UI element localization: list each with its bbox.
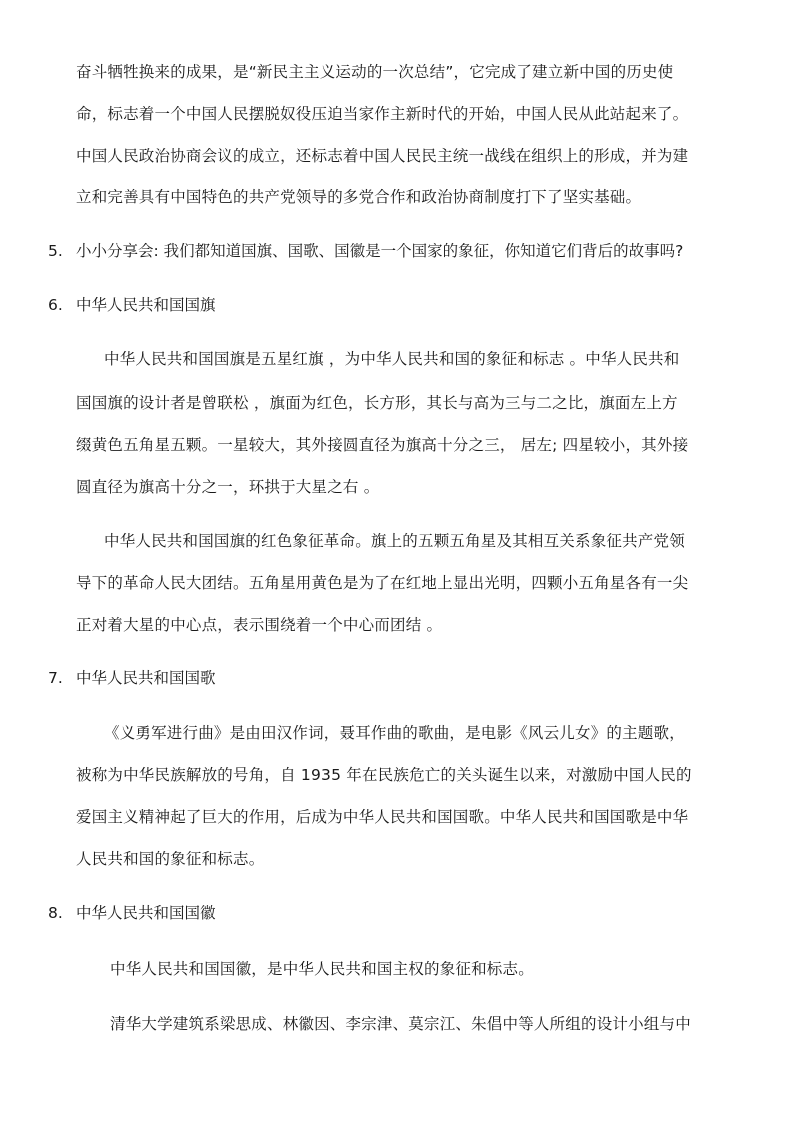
text-line: 被称为中华民族解放的号角，自 1935 年在民族危亡的关头诞生以来，对激励中国人民的: [76, 766, 692, 784]
text-line: 圆直径为旗高十分之一，环拱于大星之右 。: [76, 478, 380, 496]
list-number: 5.: [48, 242, 63, 260]
text-line: 《义勇军进行曲》是由田汉作词，聂耳作曲的歌曲，是电影《风云儿女》的主题歌，: [104, 724, 685, 742]
text-line: 正对着大星的中心点，表示围绕着一个中心而团结 。: [76, 616, 443, 634]
text-line: 中华人民共和国国旗是五星红旗 ，为中华人民共和国的象征和标志 。中华人民共和: [104, 350, 680, 368]
text-line: 立和完善具有中国特色的共产党领导的多党合作和政治协商制度打下了坚实基础。: [76, 188, 642, 206]
text-line: 国国旗的设计者是曾联松 ，旗面为红色，长方形，其长与高为三与二之比，旗面左上方: [76, 394, 678, 412]
text-line: 奋斗牺牲换来的成果，是“新民主主义运动的一次总结”，它完成了建立新中国的历史使: [76, 63, 674, 81]
text-line: 导下的革命人民大团结。五角星用黄色是为了在红地上显出光明，四颗小五角星各有一尖: [76, 574, 689, 592]
text-line: 中华人民共和国国旗的红色象征革命。旗上的五颗五角星及其相互关系象征共产党领: [104, 532, 685, 550]
text-line: 中国人民政治协商会议的成立，还标志着中国人民民主统一战线在组织上的形成，并为建: [76, 147, 689, 165]
section-heading-anthem: 中华人民共和国国歌: [76, 669, 216, 687]
text-line: 清华大学建筑系梁思成、林徽因、李宗津、莫宗江、朱倡中等人所组的设计小组与中: [110, 1015, 691, 1033]
text-line: 缀黄色五角星五颗。一星较大，其外接圆直径为旗高十分之三， 居左; 四星较小，其外接: [76, 436, 689, 454]
list-number: 8.: [48, 904, 63, 922]
text-line: 命，标志着一个中国人民摆脱奴役压迫当家作主新时代的开始，中国人民从此站起来了。: [76, 105, 689, 123]
section-heading-flag: 中华人民共和国国旗: [76, 296, 216, 314]
list-number: 6.: [48, 296, 63, 314]
list-number: 7.: [48, 669, 63, 687]
text-line: 人民共和国的象征和标志。: [76, 850, 265, 868]
section-heading-emblem: 中华人民共和国国徽: [76, 904, 216, 922]
list-item-title: 小小分享会: 我们都知道国旗、国歌、国徽是一个国家的象征，你知道它们背后的故事吗?: [76, 242, 684, 260]
text-line: 爱国主义精神起了巨大的作用，后成为中华人民共和国国歌。中华人民共和国国歌是中华: [76, 808, 689, 826]
text-line: 中华人民共和国国徽，是中华人民共和国主权的象征和标志。: [110, 960, 534, 978]
